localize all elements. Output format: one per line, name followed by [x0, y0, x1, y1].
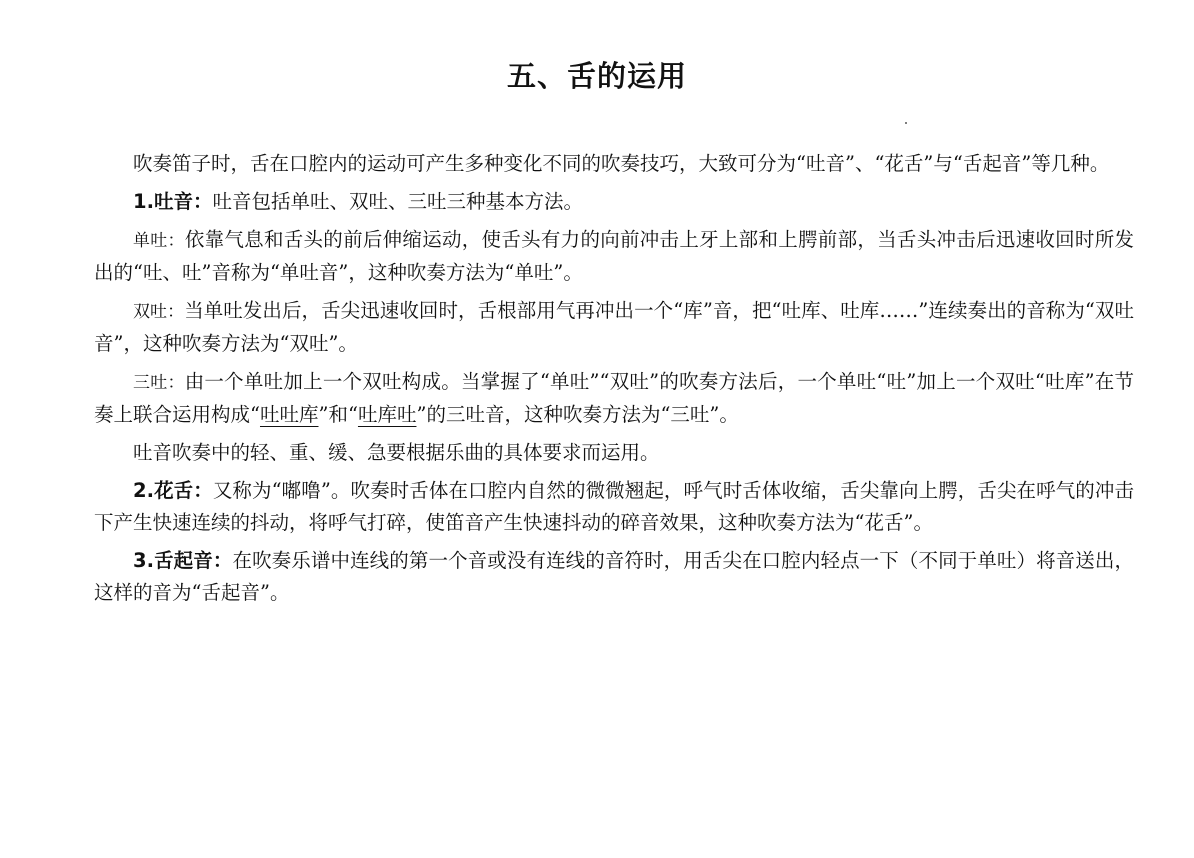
tuyin-note-paragraph: 吐音吹奏中的轻、重、缓、急要根据乐曲的具体要求而运用。: [133, 441, 660, 464]
dantu-text: 依靠气息和舌头的前后伸缩运动，使舌头有力的向前冲击上牙上部和上腭前部，当舌头冲击后迅速收回时所发出的“吐、吐”音称为“单吐音”，这种吹奏方法为“单吐”。: [94, 228, 1134, 284]
tuyin-paragraph: [94, 186, 1134, 218]
intro-paragraph: 吹奏笛子时，舌在口腔内的运动可产生多种变化不同的吹奏技巧，大致可分为“吐音”、“花舌”与“舌起音”等几种。: [133, 152, 1110, 175]
huashe-heading: 2.花舌：: [133, 479, 213, 502]
tuyin-heading: 1.吐音：: [133, 190, 213, 213]
santu-pattern-2: 吐库吐: [357, 403, 417, 426]
huashe-text: 又称为“嘟噜”。吹奏时舌体在口腔内自然的微微翘起，呼气时舌体收缩，舌尖靠向上腭，舌尖在呼气的冲击下产生快速连续的抖动，将呼气打碎，使笛音产生快速抖动的碎音效果，这种吹奏方法为“花舌”。: [94, 479, 1134, 534]
santu-paragraph: [94, 366, 1134, 431]
dantu-label: 单吐：: [133, 231, 185, 251]
shuangtu-paragraph: [94, 295, 1134, 360]
santu-label: 三吐：: [133, 373, 185, 393]
santu-text-c: ”的三吐音，这种吹奏方法为“三吐”。: [416, 403, 739, 426]
santu-pattern-1: 吐吐库: [259, 403, 319, 426]
sheqiyin-paragraph: [94, 545, 1134, 609]
scan-speck: [905, 122, 907, 124]
shuangtu-label: 双吐：: [133, 302, 185, 322]
dantu-paragraph: [94, 224, 1134, 289]
tuyin-text: 吐音包括单吐、双吐、三吐三种基本方法。: [212, 190, 583, 213]
sheqiyin-text: 在吹奏乐谱中连线的第一个音或没有连线的音符时，用舌尖在口腔内轻点一下（不同于单吐）将音送出，这样的音为“舌起音”。: [94, 549, 1134, 604]
sheqiyin-heading: 3.舌起音：: [133, 549, 233, 572]
santu-text-b: ”和“: [318, 403, 358, 426]
shuangtu-text: 当单吐发出后，舌尖迅速收回时，舌根部用气再冲出一个“库”音，把“吐库、吐库……”连续奏出的音称为“双吐音”，这种吹奏方法为“双吐”。: [94, 299, 1134, 355]
huashe-paragraph: [94, 475, 1134, 539]
section-title: 五、舌的运用: [506, 59, 687, 93]
santu-text-a: 由一个单吐加上一个双吐构成。当掌握了“单吐”“双吐”的吹奏方法后，一个单吐“吐”加上一个双吐“吐库”在节奏上联合运用构成“: [94, 370, 1134, 426]
body-text: [94, 148, 1134, 615]
